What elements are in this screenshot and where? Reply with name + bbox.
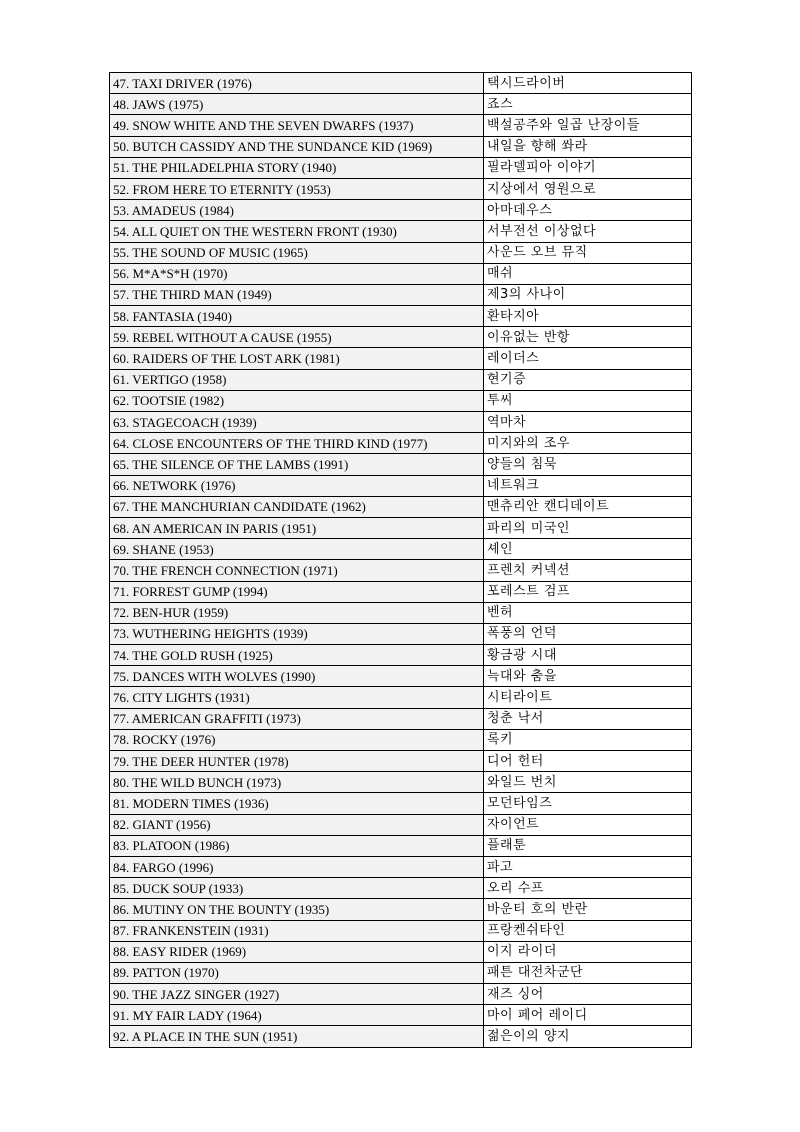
table-row <box>110 496 692 517</box>
movie-english-title: 50. BUTCH CASSIDY AND THE SUNDANCE KID (1969) <box>110 136 484 157</box>
movie-english-title: 90. THE JAZZ SINGER (1927) <box>110 984 484 1005</box>
movie-english-title: 68. AN AMERICAN IN PARIS (1951) <box>110 517 484 538</box>
movie-english-title: 57. THE THIRD MAN (1949) <box>110 284 484 305</box>
table-row <box>110 772 692 793</box>
movie-english-title: 56. M*A*S*H (1970) <box>110 263 484 284</box>
movie-korean-title: 폭풍의 언덕 <box>484 623 692 644</box>
movie-korean-title: 재즈 싱어 <box>484 984 692 1005</box>
movie-english-title: 72. BEN-HUR (1959) <box>110 602 484 623</box>
movie-korean-title: 죠스 <box>484 94 692 115</box>
movie-korean-title: 현기증 <box>484 369 692 390</box>
movie-english-title: 92. A PLACE IN THE SUN (1951) <box>110 1026 484 1047</box>
movie-english-title: 77. AMERICAN GRAFFITI (1973) <box>110 708 484 729</box>
movie-english-title: 84. FARGO (1996) <box>110 856 484 877</box>
movie-korean-title: 플래툰 <box>484 835 692 856</box>
movie-korean-title: 지상에서 영원으로 <box>484 178 692 199</box>
movie-korean-title: 프렌치 커넥션 <box>484 560 692 581</box>
table-row <box>110 751 692 772</box>
movie-korean-title: 황금광 시대 <box>484 645 692 666</box>
movie-english-title: 75. DANCES WITH WOLVES (1990) <box>110 666 484 687</box>
movie-english-title: 80. THE WILD BUNCH (1973) <box>110 772 484 793</box>
movie-korean-title: 디어 헌터 <box>484 751 692 772</box>
table-row <box>110 856 692 877</box>
movie-english-title: 88. EASY RIDER (1969) <box>110 941 484 962</box>
movie-korean-title: 시티라이트 <box>484 687 692 708</box>
table-row <box>110 1026 692 1047</box>
movie-korean-title: 이유없는 반항 <box>484 327 692 348</box>
movie-korean-title: 모던타임즈 <box>484 793 692 814</box>
table-row <box>110 348 692 369</box>
table-row <box>110 221 692 242</box>
movie-korean-title: 투씨 <box>484 390 692 411</box>
movie-korean-title: 파고 <box>484 856 692 877</box>
movie-english-title: 61. VERTIGO (1958) <box>110 369 484 390</box>
movie-korean-title: 셰인 <box>484 539 692 560</box>
movie-english-title: 65. THE SILENCE OF THE LAMBS (1991) <box>110 454 484 475</box>
movie-english-title: 71. FORREST GUMP (1994) <box>110 581 484 602</box>
table-row <box>110 708 692 729</box>
movie-english-title: 64. CLOSE ENCOUNTERS OF THE THIRD KIND (1977) <box>110 433 484 454</box>
table-row <box>110 136 692 157</box>
movie-korean-title: 환타지아 <box>484 306 692 327</box>
movie-english-title: 76. CITY LIGHTS (1931) <box>110 687 484 708</box>
movie-english-title: 74. THE GOLD RUSH (1925) <box>110 645 484 666</box>
movie-english-title: 52. FROM HERE TO ETERNITY (1953) <box>110 178 484 199</box>
table-row <box>110 984 692 1005</box>
table-row <box>110 475 692 496</box>
movie-korean-title: 네트워크 <box>484 475 692 496</box>
table-row <box>110 157 692 178</box>
table-row <box>110 1005 692 1026</box>
movie-korean-title: 포레스트 검프 <box>484 581 692 602</box>
table-row <box>110 666 692 687</box>
table-row <box>110 242 692 263</box>
movie-english-title: 82. GIANT (1956) <box>110 814 484 835</box>
movie-korean-title: 역마차 <box>484 412 692 433</box>
movie-korean-title: 자이언트 <box>484 814 692 835</box>
table-row <box>110 814 692 835</box>
table-row <box>110 327 692 348</box>
movie-korean-title: 사운드 오브 뮤직 <box>484 242 692 263</box>
table-row <box>110 793 692 814</box>
movie-english-title: 53. AMADEUS (1984) <box>110 200 484 221</box>
movie-english-title: 59. REBEL WITHOUT A CAUSE (1955) <box>110 327 484 348</box>
movie-english-title: 73. WUTHERING HEIGHTS (1939) <box>110 623 484 644</box>
movie-korean-title: 청춘 낙서 <box>484 708 692 729</box>
table-row <box>110 200 692 221</box>
movie-korean-title: 아마데우스 <box>484 200 692 221</box>
movie-korean-title: 필라델피아 이야기 <box>484 157 692 178</box>
movie-english-title: 79. THE DEER HUNTER (1978) <box>110 751 484 772</box>
movie-english-title: 48. JAWS (1975) <box>110 94 484 115</box>
movie-english-title: 55. THE SOUND OF MUSIC (1965) <box>110 242 484 263</box>
movie-english-title: 67. THE MANCHURIAN CANDIDATE (1962) <box>110 496 484 517</box>
table-row <box>110 115 692 136</box>
movie-english-title: 60. RAIDERS OF THE LOST ARK (1981) <box>110 348 484 369</box>
table-row <box>110 560 692 581</box>
movie-english-title: 85. DUCK SOUP (1933) <box>110 878 484 899</box>
table-row <box>110 835 692 856</box>
movie-korean-title: 바운티 호의 반란 <box>484 899 692 920</box>
movie-korean-title: 파리의 미국인 <box>484 517 692 538</box>
movie-english-title: 91. MY FAIR LADY (1964) <box>110 1005 484 1026</box>
movie-english-title: 81. MODERN TIMES (1936) <box>110 793 484 814</box>
table-row <box>110 899 692 920</box>
movie-korean-title: 레이더스 <box>484 348 692 369</box>
movie-korean-title: 제3의 사나이 <box>484 284 692 305</box>
movie-korean-title: 양들의 침묵 <box>484 454 692 475</box>
table-row <box>110 412 692 433</box>
table-row <box>110 517 692 538</box>
movie-english-title: 70. THE FRENCH CONNECTION (1971) <box>110 560 484 581</box>
movie-korean-title: 내일을 향해 쏴라 <box>484 136 692 157</box>
movie-korean-title: 서부전선 이상없다 <box>484 221 692 242</box>
movie-english-title: 78. ROCKY (1976) <box>110 729 484 750</box>
movie-english-title: 66. NETWORK (1976) <box>110 475 484 496</box>
movie-korean-title: 백설공주와 일곱 난장이들 <box>484 115 692 136</box>
movie-korean-title: 맨츄리안 캔디데이트 <box>484 496 692 517</box>
movie-english-title: 87. FRANKENSTEIN (1931) <box>110 920 484 941</box>
table-row <box>110 94 692 115</box>
movie-english-title: 69. SHANE (1953) <box>110 539 484 560</box>
table-row <box>110 284 692 305</box>
table-row <box>110 454 692 475</box>
movie-korean-title: 오리 수프 <box>484 878 692 899</box>
table-row <box>110 263 692 284</box>
table-row <box>110 369 692 390</box>
movie-english-title: 49. SNOW WHITE AND THE SEVEN DWARFS (1937) <box>110 115 484 136</box>
movie-korean-title: 패튼 대전차군단 <box>484 962 692 983</box>
movie-korean-title: 미지와의 조우 <box>484 433 692 454</box>
movie-korean-title: 늑대와 춤을 <box>484 666 692 687</box>
movie-korean-title: 매쉬 <box>484 263 692 284</box>
movie-english-title: 63. STAGECOACH (1939) <box>110 412 484 433</box>
movie-english-title: 86. MUTINY ON THE BOUNTY (1935) <box>110 899 484 920</box>
movie-korean-title: 젊은이의 양지 <box>484 1026 692 1047</box>
table-row <box>110 73 692 94</box>
movie-list-table <box>109 72 692 1048</box>
movie-korean-title: 록키 <box>484 729 692 750</box>
table-row <box>110 602 692 623</box>
table-row <box>110 433 692 454</box>
movie-korean-title: 프랑켄쉬타인 <box>484 920 692 941</box>
movie-english-title: 54. ALL QUIET ON THE WESTERN FRONT (1930) <box>110 221 484 242</box>
table-row <box>110 390 692 411</box>
movie-korean-title: 택시드라이버 <box>484 73 692 94</box>
table-row <box>110 581 692 602</box>
movie-korean-title: 와일드 번치 <box>484 772 692 793</box>
table-row <box>110 962 692 983</box>
movie-list-body <box>110 73 692 1048</box>
movie-english-title: 89. PATTON (1970) <box>110 962 484 983</box>
movie-english-title: 83. PLATOON (1986) <box>110 835 484 856</box>
table-row <box>110 729 692 750</box>
table-row <box>110 878 692 899</box>
movie-english-title: 58. FANTASIA (1940) <box>110 306 484 327</box>
movie-english-title: 47. TAXI DRIVER (1976) <box>110 73 484 94</box>
table-row <box>110 178 692 199</box>
table-row <box>110 920 692 941</box>
movie-korean-title: 이지 라이더 <box>484 941 692 962</box>
table-row <box>110 306 692 327</box>
table-row <box>110 941 692 962</box>
movie-english-title: 51. THE PHILADELPHIA STORY (1940) <box>110 157 484 178</box>
movie-english-title: 62. TOOTSIE (1982) <box>110 390 484 411</box>
table-row <box>110 539 692 560</box>
table-row <box>110 645 692 666</box>
movie-korean-title: 마이 페어 레이디 <box>484 1005 692 1026</box>
movie-korean-title: 벤허 <box>484 602 692 623</box>
table-row <box>110 687 692 708</box>
table-row <box>110 623 692 644</box>
